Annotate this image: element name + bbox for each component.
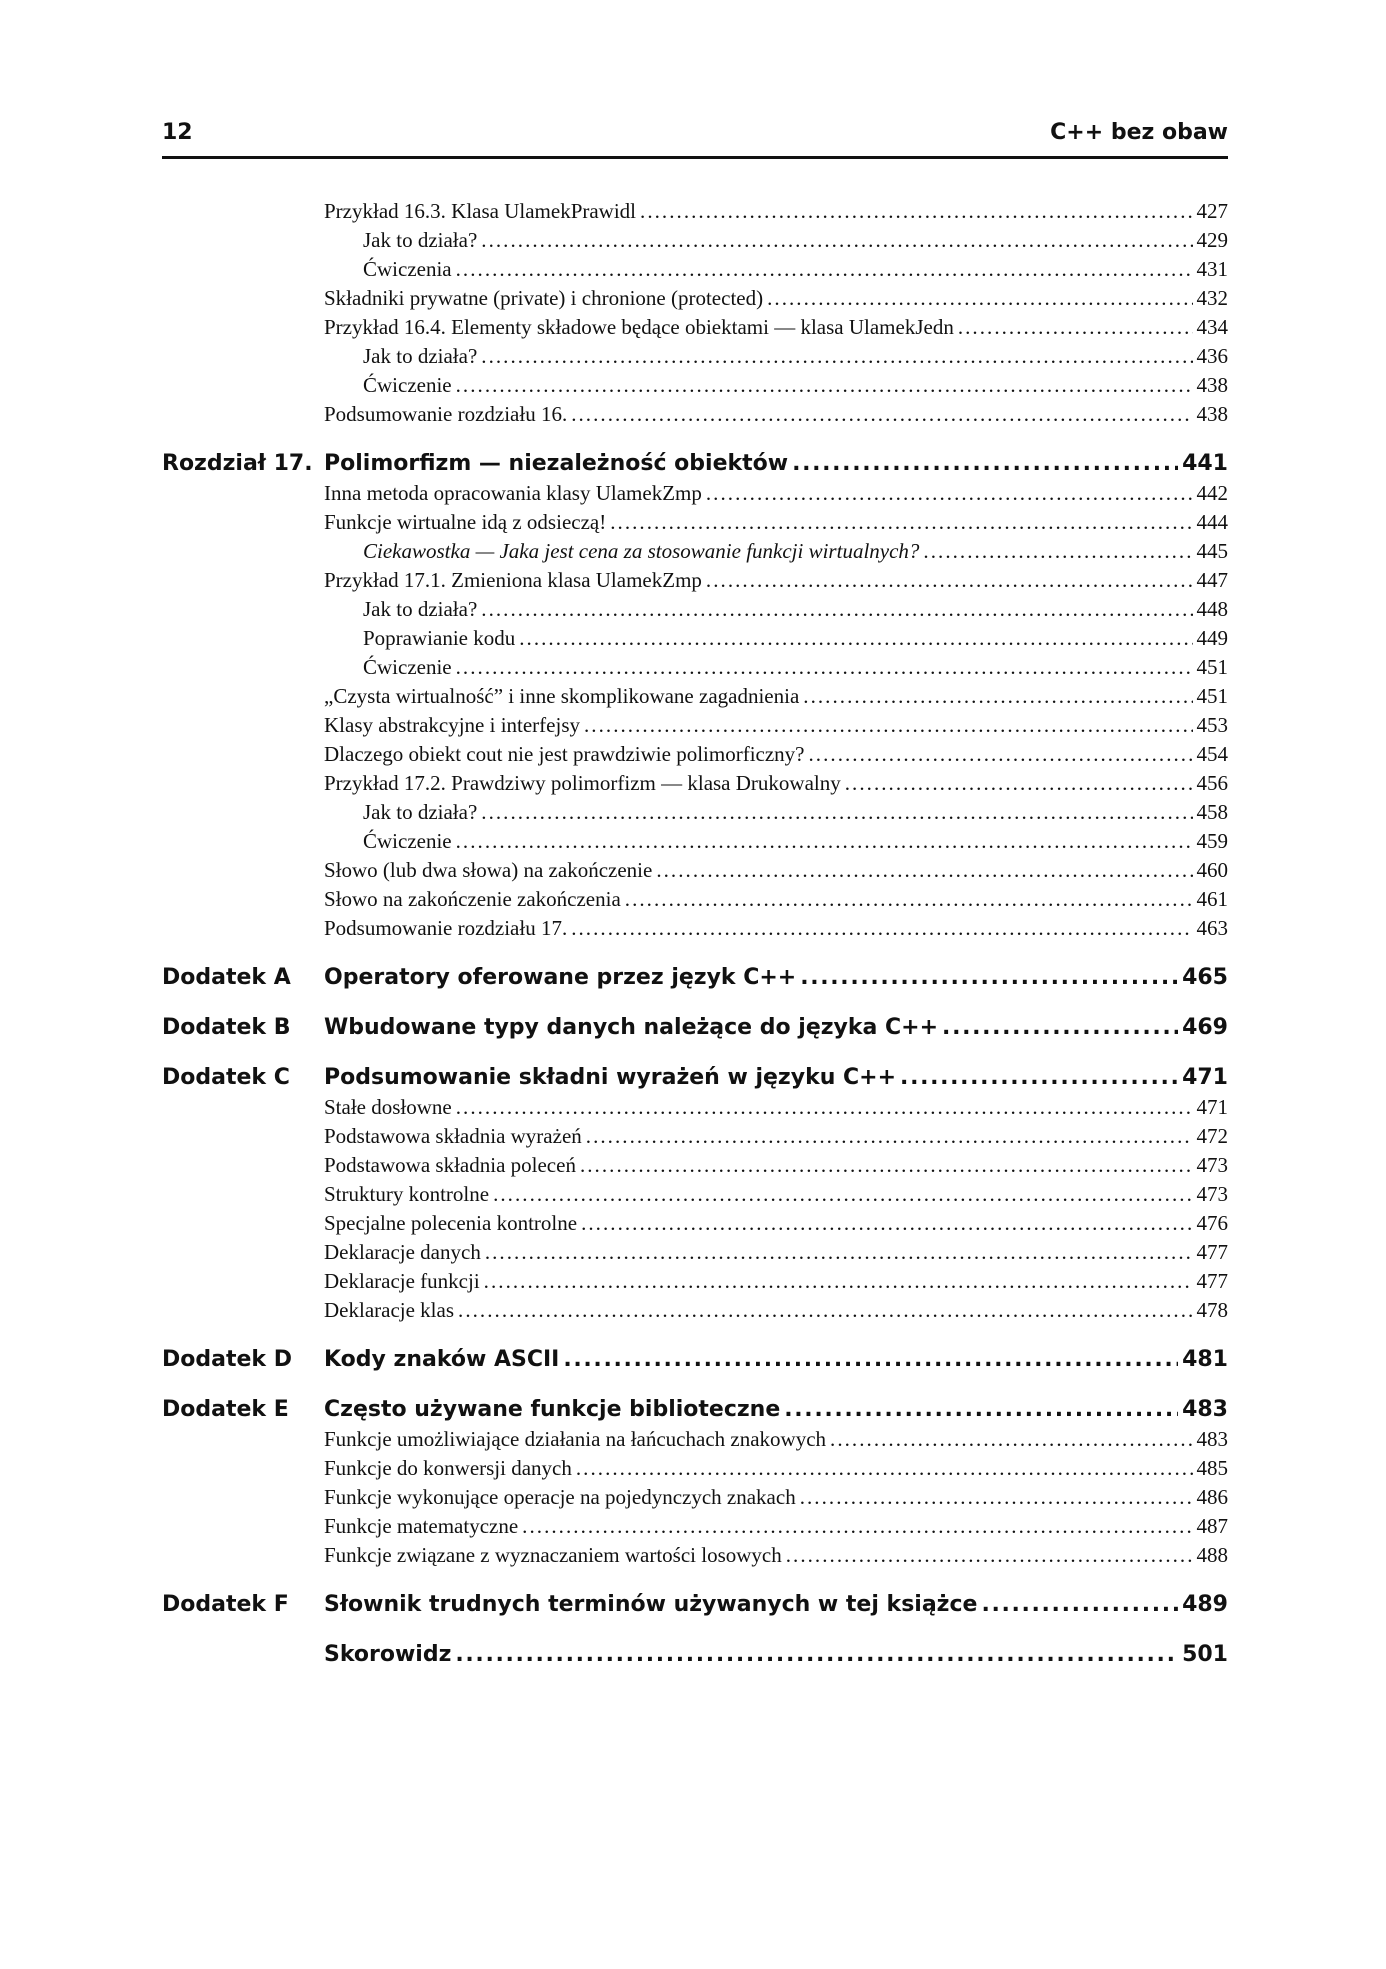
toc-entry[interactable] [162,315,1228,344]
dot-leader [800,1485,1193,1510]
entry-title: Przykład 16.4. Elementy składowe będące obiektami — klasa UlamekJedn [324,315,954,339]
dot-leader [656,858,1192,883]
toc-entry[interactable] [162,344,1228,373]
entry-page-number: 477 [1196,1240,1228,1264]
entry-page-number: 472 [1196,1124,1228,1148]
entry-title: Ciekawostka — Jaka jest cena za stosowanie funkcji wirtualnych? [363,539,920,563]
entry-page-number: 485 [1196,1456,1228,1480]
entry-title: Struktury kontrolne [324,1182,490,1206]
entry-title: Podstawowa składnia wyrażeń [324,1124,582,1148]
toc-entry[interactable] [162,800,1228,829]
toc-entry[interactable] [162,510,1228,539]
entry-page-number: 488 [1196,1543,1228,1567]
entry-page-number: 454 [1196,742,1228,766]
toc-entry[interactable] [162,402,1228,431]
entry-page-number: 471 [1196,1095,1228,1119]
chapter-title: Operatory oferowane przez język C++ [324,965,797,990]
chapter-spacer [162,1622,1228,1640]
dot-leader [455,1642,1178,1667]
entry-page-number: 447 [1196,568,1228,592]
entry-page-number: 434 [1196,315,1228,339]
dot-leader [981,1592,1178,1617]
toc-entry[interactable] [162,1153,1228,1182]
chapter-page-number: 481 [1182,1347,1228,1372]
toc-chapter [162,1622,1228,1672]
dot-leader [456,655,1193,680]
toc-entry[interactable] [162,858,1228,887]
dot-leader [481,228,1192,253]
chapter-label: Rozdział 17. [162,451,313,476]
toc-entry[interactable] [162,1485,1228,1514]
chapter-label: Dodatek B [162,1015,291,1040]
entry-page-number: 456 [1196,771,1228,795]
entry-title: Słowo (lub dwa słowa) na zakończenie [324,858,653,882]
dot-leader [481,800,1192,825]
toc-entry[interactable] [162,916,1228,945]
chapter-heading[interactable] [162,1013,1228,1045]
entry-page-number: 438 [1196,402,1228,426]
entry-title: Ćwiczenie [363,655,452,679]
chapter-title: Często używane funkcje biblioteczne [324,1397,781,1422]
toc-chapter [162,995,1228,1045]
toc-entry[interactable] [162,373,1228,402]
entry-page-number: 451 [1196,684,1228,708]
dot-leader [493,1182,1192,1207]
entry-title: Jak to działa? [363,800,478,824]
entry-title: Przykład 17.1. Zmieniona klasa UlamekZmp [324,568,702,592]
chapter-title: Kody znaków ASCII [324,1347,560,1372]
chapter-spacer [162,1327,1228,1345]
toc-entry[interactable] [162,539,1228,568]
toc-entry[interactable] [162,771,1228,800]
toc-entry[interactable] [162,228,1228,257]
dot-leader [581,1211,1192,1236]
chapter-spacer [162,995,1228,1013]
dot-leader [792,451,1178,476]
chapter-label: Dodatek D [162,1347,292,1372]
entry-title: „Czysta wirtualność” i inne skomplikowane zagadnienia [324,684,800,708]
entry-page-number: 463 [1196,916,1228,940]
entry-title: Funkcje wirtualne idą z odsieczą! [324,510,607,534]
chapter-page-number: 483 [1182,1397,1228,1422]
chapter-label: Dodatek E [162,1397,289,1422]
toc-entry[interactable] [162,1182,1228,1211]
entry-title: Deklaracje klas [324,1298,455,1322]
chapter-heading[interactable] [162,963,1228,995]
toc-entry[interactable] [162,829,1228,858]
toc-entry[interactable] [162,1298,1228,1327]
entry-page-number: 442 [1196,481,1228,505]
chapter-title-line [324,1642,1228,1667]
entry-title: Przykład 17.2. Prawdziwy polimorfizm — klasa Drukowalny [324,771,841,795]
entry-title: Podsumowanie rozdziału 17. [324,916,568,940]
dot-leader [481,597,1192,622]
dot-leader [942,1015,1178,1040]
toc-chapter [162,945,1228,995]
entry-page-number: 427 [1196,199,1228,223]
entry-title: Klasy abstrakcyjne i interfejsy [324,713,580,737]
entry-title: Składniki prywatne (private) i chronione (protected) [324,286,764,310]
chapter-title-line [324,1065,1228,1090]
chapter-title: Podsumowanie składni wyrażeń w języku C++ [324,1065,897,1090]
chapter-page-number: 471 [1182,1065,1228,1090]
chapter-label: Dodatek C [162,1065,290,1090]
dot-leader [923,539,1192,564]
entry-title: Jak to działa? [363,597,478,621]
dot-leader [800,965,1178,990]
entry-title: Ćwiczenia [363,257,452,281]
dot-leader [900,1065,1178,1090]
entry-page-number: 449 [1196,626,1228,650]
dot-leader [845,771,1193,796]
dot-leader [484,1269,1193,1294]
entry-title: Funkcje wykonujące operacje na pojedynczych znakach [324,1485,796,1509]
entry-page-number: 487 [1196,1514,1228,1538]
chapter-title-line [324,965,1228,990]
dot-leader [485,1240,1193,1265]
toc-entry[interactable] [162,1124,1228,1153]
entry-page-number: 436 [1196,344,1228,368]
toc-entry[interactable] [162,1269,1228,1298]
toc-entry[interactable] [162,1514,1228,1543]
entry-title: Deklaracje funkcji [324,1269,480,1293]
toc-entry[interactable] [162,1456,1228,1485]
dot-leader [571,402,1192,427]
dot-leader [563,1347,1178,1372]
entry-page-number: 453 [1196,713,1228,737]
entry-page-number: 483 [1196,1427,1228,1451]
toc-entry[interactable] [162,568,1228,597]
toc-entry[interactable] [162,199,1228,228]
entry-page-number: 478 [1196,1298,1228,1322]
dot-leader [958,315,1193,340]
chapter-spacer [162,1045,1228,1063]
toc-chapter [162,1572,1228,1622]
entry-title: Ćwiczenie [363,373,452,397]
running-title: C++ bez obaw [1050,120,1228,145]
entry-page-number: 438 [1196,373,1228,397]
chapter-title: Polimorfizm — niezależność obiektów [324,451,789,476]
chapter-page-number: 441 [1182,451,1228,476]
chapter-spacer [162,1377,1228,1395]
entry-title: Jak to działa? [363,344,478,368]
dot-leader [610,510,1192,535]
dot-leader [584,713,1193,738]
entry-page-number: 486 [1196,1485,1228,1509]
toc-entry[interactable] [162,887,1228,916]
dot-leader [586,1124,1193,1149]
dot-leader [767,286,1192,311]
dot-leader [571,916,1192,941]
toc-entry[interactable] [162,286,1228,315]
entry-page-number: 429 [1196,228,1228,252]
toc-entry[interactable] [162,257,1228,286]
dot-leader [456,257,1193,282]
chapter-page-number: 465 [1182,965,1228,990]
chapter-title-line [324,1015,1228,1040]
table-of-contents [162,199,1228,1672]
chapter-heading[interactable] [162,1395,1228,1427]
dot-leader [456,373,1193,398]
toc-chapter [162,1377,1228,1572]
entry-page-number: 451 [1196,655,1228,679]
dot-leader [456,1095,1193,1120]
chapter-page-number: 489 [1182,1592,1228,1617]
chapter-spacer [162,945,1228,963]
entry-title: Podsumowanie rozdziału 16. [324,402,568,426]
chapter-label: Dodatek A [162,965,291,990]
chapter-title-line [324,1347,1228,1372]
entry-page-number: 458 [1196,800,1228,824]
chapter-page-number: 469 [1182,1015,1228,1040]
chapter-heading[interactable] [162,1590,1228,1622]
entry-title: Deklaracje danych [324,1240,481,1264]
entry-title: Funkcje związane z wyznaczaniem wartości losowych [324,1543,782,1567]
entry-title: Ćwiczenie [363,829,452,853]
chapter-title-line [324,1592,1228,1617]
entry-page-number: 477 [1196,1269,1228,1293]
chapter-heading[interactable] [162,1345,1228,1377]
entry-page-number: 445 [1196,539,1228,563]
entry-page-number: 473 [1196,1182,1228,1206]
entry-page-number: 432 [1196,286,1228,310]
chapter-heading[interactable] [162,449,1228,481]
dot-leader [522,1514,1192,1539]
dot-leader [830,1427,1192,1452]
toc-chapter [162,431,1228,945]
entry-title: Słowo na zakończenie zakończenia [324,887,621,911]
dot-leader [803,684,1192,709]
entry-title: Poprawianie kodu [363,626,516,650]
entry-page-number: 476 [1196,1211,1228,1235]
toc-entry[interactable] [162,1095,1228,1124]
entry-page-number: 459 [1196,829,1228,853]
toc-entry[interactable] [162,713,1228,742]
entry-page-number: 461 [1196,887,1228,911]
entry-title: Inna metoda opracowania klasy UlamekZmp [324,481,702,505]
entry-page-number: 448 [1196,597,1228,621]
toc-entry[interactable] [162,1543,1228,1572]
entry-title: Funkcje do konwersji danych [324,1456,572,1480]
dot-leader [458,1298,1192,1323]
chapter-title: Skorowidz [324,1642,452,1667]
entry-title: Funkcje matematyczne [324,1514,519,1538]
entry-title: Przykład 16.3. Klasa UlamekPrawidl [324,199,637,223]
toc-entry[interactable] [162,655,1228,684]
dot-leader [481,344,1192,369]
dot-leader [784,1397,1178,1422]
dot-leader [809,742,1193,767]
entry-title: Funkcje umożliwiające działania na łańcuchach znakowych [324,1427,827,1451]
entry-page-number: 460 [1196,858,1228,882]
dot-leader [706,568,1193,593]
chapter-title-line [324,451,1228,476]
page-number: 12 [162,120,193,145]
dot-leader [786,1543,1193,1568]
toc-entry[interactable] [162,597,1228,626]
chapter-heading[interactable] [162,1063,1228,1095]
entry-title: Specjalne polecenia kontrolne [324,1211,578,1235]
toc-entry[interactable] [162,1240,1228,1269]
chapter-spacer [162,431,1228,449]
entry-title: Podstawowa składnia poleceń [324,1153,576,1177]
page-header [162,116,1228,159]
toc-entry[interactable] [162,1211,1228,1240]
toc-chapter [162,1045,1228,1327]
entry-title: Stałe dosłowne [324,1095,452,1119]
dot-leader [456,829,1193,854]
dot-leader [580,1153,1193,1178]
chapter-page-number: 501 [1182,1642,1228,1667]
entry-page-number: 431 [1196,257,1228,281]
dot-leader [576,1456,1193,1481]
dot-leader [706,481,1193,506]
entry-title: Jak to działa? [363,228,478,252]
entry-page-number: 444 [1196,510,1228,534]
entry-title: Dlaczego obiekt cout nie jest prawdziwie polimorficzny? [324,742,805,766]
toc-entry[interactable] [162,684,1228,713]
dot-leader [625,887,1193,912]
toc-entry[interactable] [162,1427,1228,1456]
chapter-title: Wbudowane typy danych należące do języka C++ [324,1015,939,1040]
dot-leader [640,199,1192,224]
chapter-title-line [324,1397,1228,1422]
toc-entry[interactable] [162,626,1228,655]
toc-entry[interactable] [162,481,1228,510]
toc-entry[interactable] [162,742,1228,771]
entry-page-number: 473 [1196,1153,1228,1177]
toc-chapter [162,199,1228,431]
dot-leader [519,626,1192,651]
chapter-spacer [162,1572,1228,1590]
chapter-title: Słownik trudnych terminów używanych w tej książce [324,1592,978,1617]
chapter-heading[interactable] [162,1640,1228,1672]
chapter-label: Dodatek F [162,1592,289,1617]
toc-chapter [162,1327,1228,1377]
